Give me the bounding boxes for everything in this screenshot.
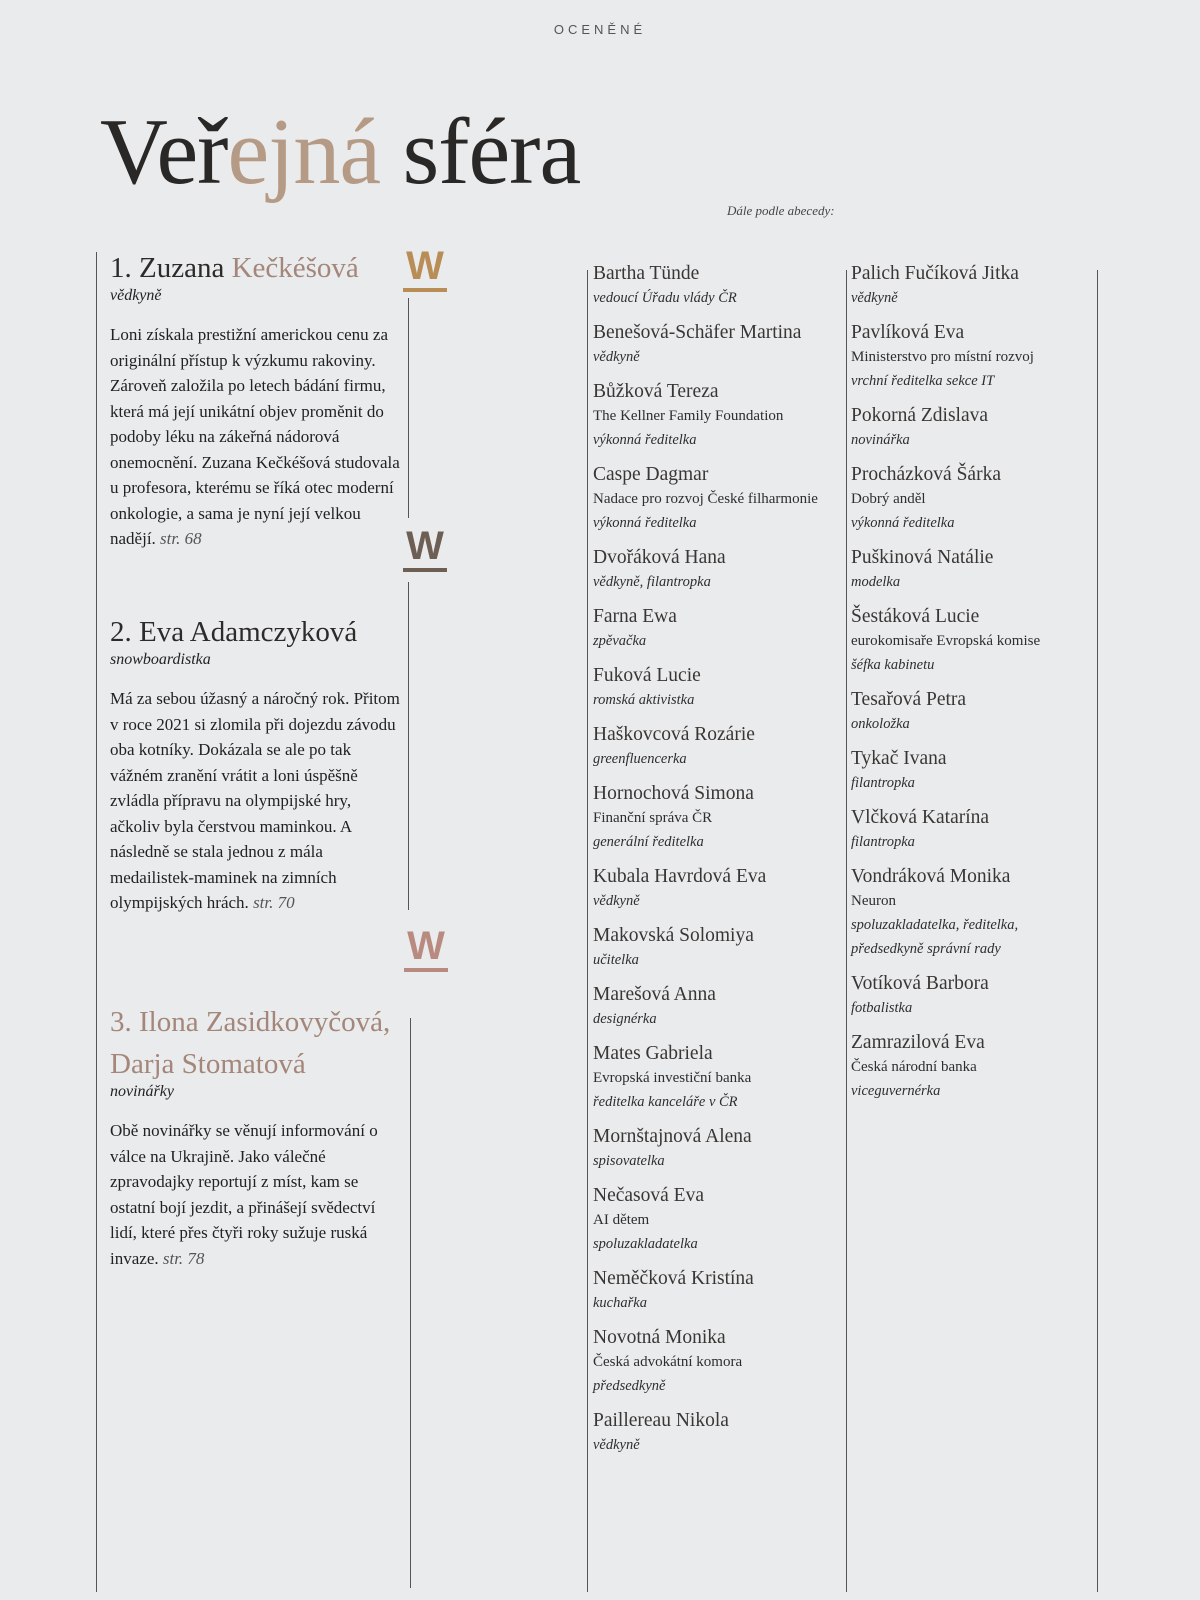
- page-reference: str. 78: [162, 1248, 205, 1268]
- laureate-1: [110, 250, 402, 552]
- person-name: Mates Gabriela: [593, 1043, 713, 1064]
- w-logo-letter: W: [406, 524, 444, 568]
- person-name: Votíková Barbora: [851, 973, 989, 994]
- description-text: Loni získala prestižní americkou cenu za originální přístup k výzkumu rakoviny. Zároveň založila po letech bádání firmu, která má její unikátní objev proměnit do podoby léku na zákeřná nádorová onemocnění. Zuzana Kečkéšová studovala u profesora, kterému se říká otec moderní onkologie, a sama je nyní její velkou nadějí.: [110, 325, 400, 548]
- person-name: Zamrazilová Eva: [851, 1032, 985, 1053]
- person-name: Paillereau Nikola: [593, 1410, 729, 1431]
- list-item: [593, 1184, 843, 1256]
- title-part-1: Veř: [100, 100, 228, 204]
- rule-left-laureate-1: [96, 252, 97, 1592]
- w-logo-bar: [404, 968, 448, 972]
- person-name: Bartha Tünde: [593, 263, 700, 284]
- person-organization: Finanční správa ČR: [593, 810, 713, 826]
- person-role: vědkyně: [593, 349, 640, 365]
- laureate-3: [110, 1004, 402, 1271]
- list-item: [851, 463, 1091, 535]
- person-role: designérka: [593, 1011, 657, 1027]
- laureate-description: [110, 322, 402, 552]
- person-role: spoluzakladatelka, ředitelka, předsedkyně správní rady: [851, 917, 1019, 957]
- list-item: [593, 1125, 843, 1173]
- w-logo-bar: [403, 288, 447, 292]
- laureate-first-name: Eva: [139, 616, 185, 648]
- person-role: zpěvačka: [593, 633, 647, 649]
- laureate-first-name: Zuzana: [139, 252, 225, 284]
- laureate-description: [110, 1118, 402, 1271]
- list-item: [593, 1042, 843, 1114]
- laureate-rank: 3.: [110, 1006, 132, 1038]
- person-name: Neměčková Kristína: [593, 1268, 754, 1289]
- person-name: Fuková Lucie: [593, 665, 701, 686]
- person-organization: eurokomisaře Evropská komise: [851, 633, 1041, 649]
- person-name: Tykač Ivana: [851, 748, 947, 769]
- person-role: kuchařka: [593, 1295, 647, 1311]
- person-name: Dvořáková Hana: [593, 547, 726, 568]
- list-item: [851, 605, 1091, 677]
- list-item: [593, 463, 843, 535]
- person-role: generální ředitelka: [593, 834, 704, 850]
- list-item: [593, 983, 843, 1031]
- alphabet-note: Dále podle abecedy:: [727, 203, 835, 218]
- person-role: šéfka kabinetu: [851, 657, 935, 673]
- list-item: [593, 1267, 843, 1315]
- list-item: [593, 664, 843, 712]
- person-role: greenfluencerka: [593, 751, 687, 767]
- laureate-name-line-2: [110, 1046, 402, 1082]
- list-item: [593, 262, 843, 310]
- laureate-name: [110, 1004, 402, 1040]
- person-role: filantropka: [851, 775, 915, 791]
- person-name: Bůžková Tereza: [593, 381, 719, 402]
- person-role: modelka: [851, 574, 901, 590]
- list-item: [593, 1326, 843, 1398]
- person-name: Pokorná Zdislava: [851, 405, 989, 426]
- list-item: [593, 865, 843, 913]
- person-role: vědkyně, filantropka: [593, 574, 711, 590]
- list-item: [851, 865, 1091, 961]
- title-part-3: sféra: [380, 100, 581, 204]
- list-item: [851, 688, 1091, 736]
- list-item: [851, 972, 1091, 1020]
- page-reference: str. 70: [253, 893, 295, 912]
- person-role: spisovatelka: [593, 1153, 665, 1169]
- alphabetical-list-column-2: [851, 262, 1091, 1114]
- person-name: Makovská Solomiya: [593, 925, 754, 946]
- person-organization: Česká národní banka: [851, 1059, 977, 1075]
- person-name: Hornochová Simona: [593, 783, 754, 804]
- rule-logo-3: [410, 1018, 411, 1588]
- person-name: Benešová-Schäfer Martina: [593, 322, 802, 343]
- person-role: filantropka: [851, 834, 915, 850]
- person-role: onkoložka: [851, 716, 910, 732]
- list-item: [593, 782, 843, 854]
- person-role: výkonná ředitelka: [593, 432, 697, 448]
- person-organization: Nadace pro rozvoj České filharmonie: [593, 491, 818, 507]
- person-organization: Evropská investiční banka: [593, 1070, 752, 1086]
- rule-list-middle: [846, 270, 847, 1592]
- list-item: [851, 546, 1091, 594]
- page-reference: str. 68: [160, 529, 202, 548]
- person-name: Šestáková Lucie: [851, 606, 980, 627]
- rule-list-left: [587, 270, 588, 1592]
- list-item: [851, 1031, 1091, 1103]
- person-name: Farna Ewa: [593, 606, 677, 627]
- person-role: předsedkyně: [593, 1378, 666, 1394]
- laureate-names-line-2: Darja Stomatová: [110, 1048, 306, 1080]
- list-item: [851, 747, 1091, 795]
- person-name: Pavlíková Eva: [851, 322, 965, 343]
- laureate-2: [110, 614, 402, 916]
- person-name: Puškinová Natálie: [851, 547, 994, 568]
- list-item: [851, 806, 1091, 854]
- laureate-role: snowboardistka: [110, 651, 211, 668]
- w-logo-3: [402, 926, 450, 976]
- person-name: Caspe Dagmar: [593, 464, 709, 485]
- person-name: Novotná Monika: [593, 1327, 726, 1348]
- person-name: Tesařová Petra: [851, 689, 967, 710]
- person-role: ředitelka kanceláře v ČR: [593, 1094, 738, 1110]
- description-text: Obě novinářky se věnují informování o válce na Ukrajině. Jako válečné zpravodajky reportují z míst, kam se ostatní bojí jezdit, a přinášejí svědectví lidí, které přes čtyři roky sužuje ruská invaze.: [110, 1121, 378, 1268]
- person-name: Kubala Havrdová Eva: [593, 866, 767, 887]
- list-item: [851, 262, 1091, 310]
- person-role: učitelka: [593, 952, 639, 968]
- laureate-last-name: Adamczyková: [189, 616, 358, 648]
- rule-list-right: [1097, 270, 1098, 1592]
- person-role: vědkyně: [851, 290, 898, 306]
- description-text: Má za sebou úžasný a náročný rok. Přitom v roce 2021 si zlomila při dojezdu závodu oba kotníky. Dokázala se ale po tak vážném zranění vrátit a loni úspěšně zvládla přípravu na olympijské hry, ačkoliv byla čerstvou maminkou. A následně se stala jednou z mála medailistek-maminek na zimních olympijských hrách.: [110, 689, 400, 912]
- list-item: [593, 546, 843, 594]
- w-logo-bar: [403, 568, 447, 572]
- person-name: Procházková Šárka: [851, 464, 1001, 485]
- laureate-role: novinářky: [110, 1083, 174, 1100]
- w-logo-letter: W: [406, 244, 444, 288]
- person-organization: Ministerstvo pro místní rozvoj: [851, 349, 1034, 365]
- list-item: [851, 404, 1091, 452]
- person-organization: The Kellner Family Foundation: [593, 408, 784, 424]
- laureate-rank: 1.: [110, 252, 132, 284]
- person-role: vědkyně: [593, 893, 640, 909]
- person-role: vědkyně: [593, 1437, 640, 1453]
- person-role: výkonná ředitelka: [593, 515, 697, 531]
- person-name: Vondráková Monika: [851, 866, 1011, 887]
- person-name: Mornštajnová Alena: [593, 1126, 752, 1147]
- page-title: [100, 96, 580, 209]
- person-role: novinářka: [851, 432, 910, 448]
- person-role: spoluzakladatelka: [593, 1236, 698, 1252]
- person-role: fotbalistka: [851, 1000, 913, 1016]
- alphabetical-list-column-1: [593, 262, 843, 1468]
- person-organization: Neuron: [851, 893, 896, 909]
- title-part-2: ejná: [227, 100, 381, 204]
- w-logo-2: [401, 526, 449, 576]
- person-name: Marešová Anna: [593, 984, 716, 1005]
- w-logo-letter: W: [407, 924, 445, 968]
- list-item: [593, 605, 843, 653]
- laureate-name: [110, 614, 402, 650]
- person-role: vrchní ředitelka sekce IT: [851, 373, 995, 389]
- person-role: viceguvernérka: [851, 1083, 941, 1099]
- person-role: výkonná ředitelka: [851, 515, 955, 531]
- person-name: Haškovcová Rozárie: [593, 724, 755, 745]
- laureate-last-name: Kečkéšová: [231, 252, 359, 284]
- list-item: [851, 321, 1091, 393]
- laureate-rank: 2.: [110, 616, 132, 648]
- person-name: Palich Fučíková Jitka: [851, 263, 1019, 284]
- w-logo-1: [401, 246, 449, 296]
- person-name: Nečasová Eva: [593, 1185, 704, 1206]
- laureate-name: [110, 250, 402, 286]
- list-item: [593, 723, 843, 771]
- person-role: vedoucí Úřadu vlády ČR: [593, 290, 737, 306]
- laureate-description: [110, 686, 402, 916]
- laureate-role: vědkyně: [110, 287, 162, 304]
- person-organization: AI dětem: [593, 1212, 650, 1228]
- list-item: [593, 924, 843, 972]
- person-role: romská aktivistka: [593, 692, 695, 708]
- person-name: Vlčková Katarína: [851, 807, 990, 828]
- laureate-names-line-1: Ilona Zasidkovyčová,: [139, 1006, 391, 1038]
- person-organization: Dobrý anděl: [851, 491, 926, 507]
- rule-logo-2: [408, 582, 409, 910]
- list-item: [593, 321, 843, 369]
- rule-logo-1: [408, 298, 409, 518]
- section-label: OCENĚNÉ: [553, 22, 647, 37]
- list-item: [593, 380, 843, 452]
- person-organization: Česká advokátní komora: [593, 1354, 743, 1370]
- list-item: [593, 1409, 843, 1457]
